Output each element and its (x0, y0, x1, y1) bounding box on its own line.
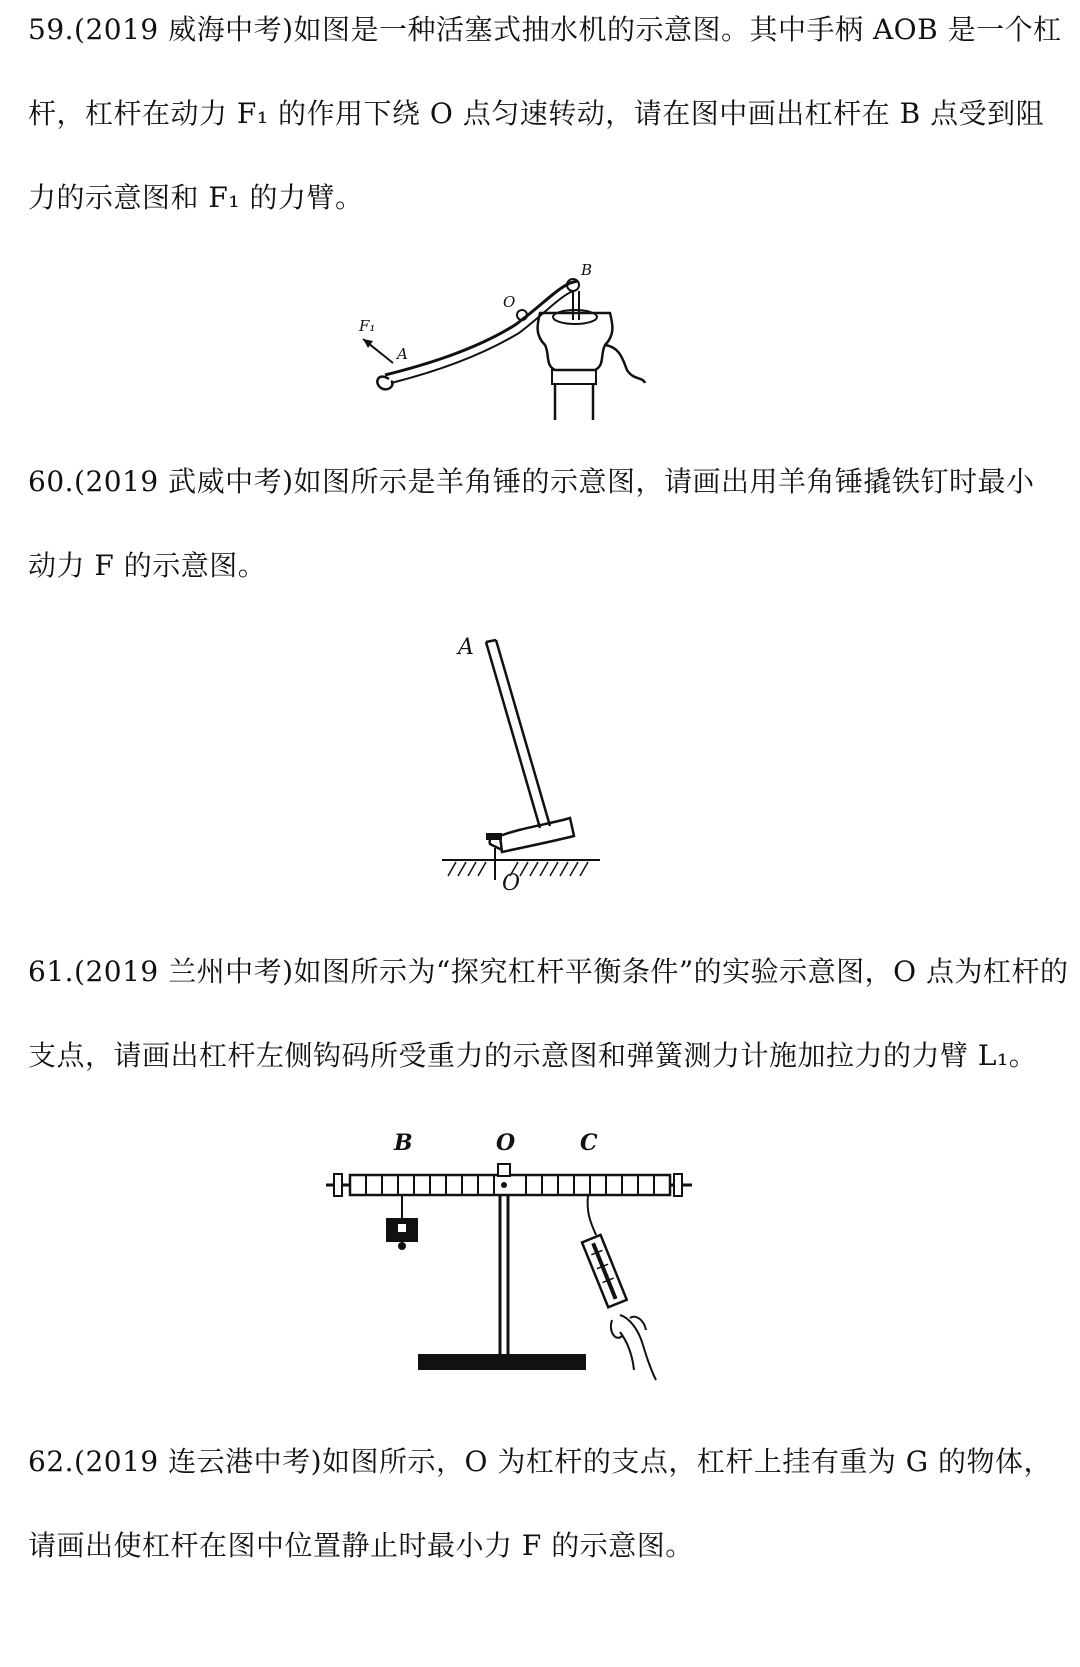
lever-point-c-label: C (580, 1130, 598, 1156)
q62-line-1: 62.(2019 连云港中考)如图所示，O 为杠杆的支点，杠杆上挂有重为 G 的物体， (28, 1445, 1053, 1478)
q59-line-1: 59.(2019 威海中考)如图是一种活塞式抽水机的示意图。其中手柄 AOB 是一个杠 (28, 13, 1062, 46)
lever-point-o-label: O (496, 1130, 516, 1156)
q59-line-2: 杆，杠杆在动力 F₁ 的作用下绕 O 点匀速转动，请在图中画出杠杆在 B 点受到阻 (28, 97, 1045, 130)
hammer-point-a-label: A (458, 635, 474, 660)
point-o-label: O (503, 293, 516, 311)
q60-line-1: 60.(2019 武威中考)如图所示是羊角锤的示意图，请画出用羊角锤撬铁钉时最小 (28, 465, 1035, 498)
q61-line-1: 61.(2019 兰州中考)如图所示为“探究杠杆平衡条件”的实验示意图，O 点为杠杆的 (28, 955, 1069, 988)
pump-figure (355, 255, 665, 425)
q59-line-3: 力的示意图和 F₁ 的力臂。 (28, 181, 364, 214)
question-59-text (28, 0, 1062, 240)
q62-line-2: 请画出使杠杆在图中位置静止时最小力 F 的示意图。 (28, 1529, 694, 1562)
f1-label: F₁ (359, 317, 376, 335)
lever-balance-figure (320, 1120, 700, 1395)
q61-line-2: 支点，请画出杠杆左侧钩码所受重力的示意图和弹簧测力计施加拉力的力臂 L₁。 (28, 1039, 1038, 1072)
lever-point-b-label: B (394, 1130, 413, 1156)
point-a-label: A (397, 345, 408, 363)
question-61-text (28, 930, 1069, 1098)
q60-line-2: 动力 F 的示意图。 (28, 549, 267, 582)
hammer-point-o-label: O (502, 871, 521, 896)
claw-hammer-figure (440, 628, 610, 903)
question-62-text (28, 1420, 1058, 1588)
point-b-label: B (581, 261, 593, 279)
question-60-text (28, 440, 1058, 608)
